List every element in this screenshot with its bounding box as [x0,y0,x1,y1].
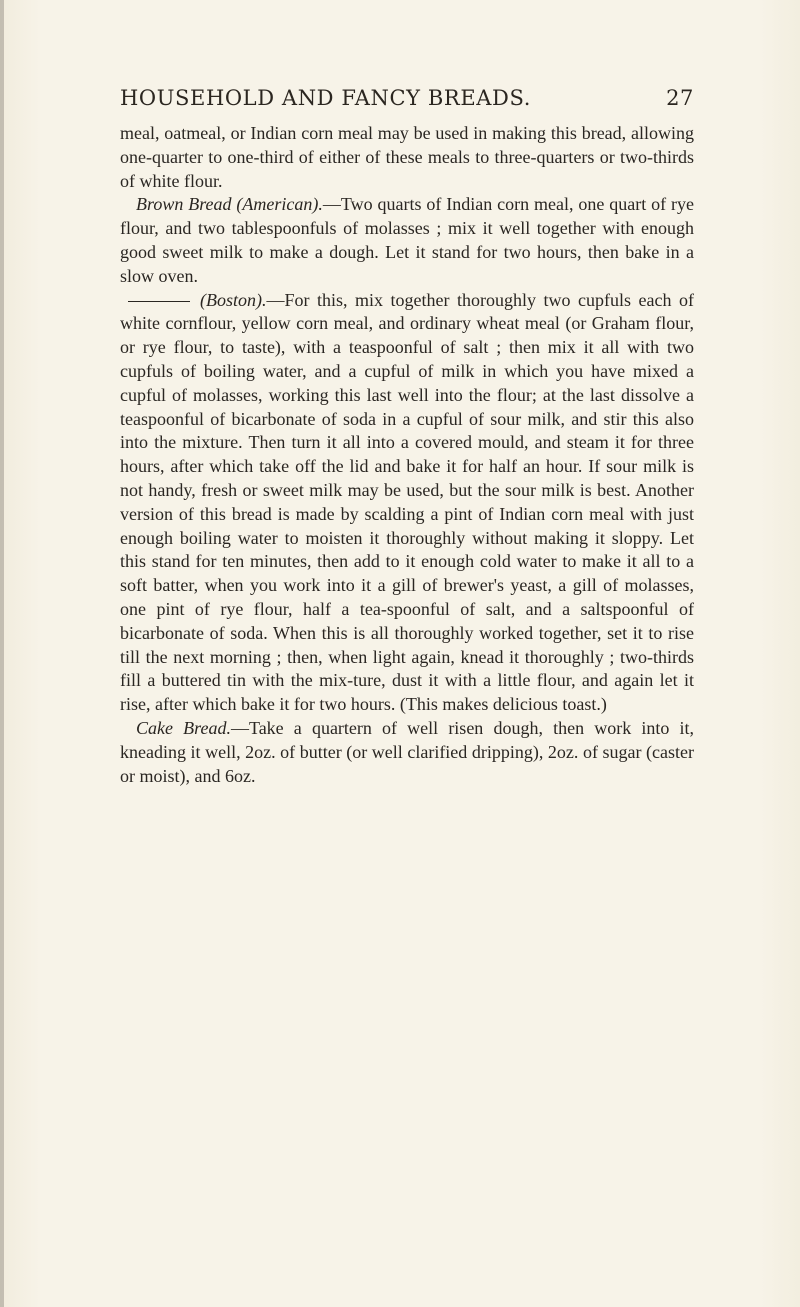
paragraph-continuation [120,122,694,193]
paragraph-text: —Take a quartern of well risen dough, then work into it, kneading it well, 2oz. of butter (or well clarified dripping), 2oz. of sugar (caster or moist), and 6oz. [120,717,694,786]
page-body [120,122,694,788]
paragraph-brown-bread-american [120,193,694,288]
page-number: 27 [666,86,694,110]
page-edge-shadow [0,0,4,1307]
paragraph-boston [120,289,694,717]
paragraph-text: —For this, mix together thoroughly two cupfuls each of white cornflour, yellow corn meal, and ordinary wheat meal (or Graham flour, or rye flour, to taste), with a teaspoonful of salt ; then mix it all with two cupfuls of boiling water, and a cupful of milk in which you have mixed a cupful of molasses, working this last well into the flour; at the last dissolve a teaspoonful of bicarbonate of soda in a cupful of sour milk, and stir this also into the mixture. Then turn it all into a covered mould, and steam it for three hours, after which take off the lid and bake it for half an hour. If sour milk is not handy, fresh or sweet milk may be used, but the sour milk is best. Another version of this bread is made by scalding a pint of Indian corn meal with just enough boiling water to moisten it thoroughly without making it sloppy. Let this stand for ten minutes, then add to it enough cold water to make it all to a soft batter, when you work into it a gill of brewer's yeast, a gill of molasses, one pint of rye flour, half a tea-spoonful of salt, and a saltspoonful of bicarbonate of soda. When this is all thoroughly worked together, set it to rise till the next morning ; then, when light again, knead it thoroughly ; two-thirds fill a buttered tin with the mix-ture, dust it with a little flour, and again let it rise, after which bake it for two hours. (This makes delicious toast.) [120,289,694,715]
recipe-heading: Cake Bread. [136,717,231,738]
paragraph-cake-bread [120,717,694,788]
running-title: HOUSEHOLD AND FANCY BREADS. [120,86,531,110]
running-header [120,86,694,110]
recipe-heading: Brown Bread (American). [136,194,323,215]
ditto-dash [128,301,190,302]
paragraph-text: meal, oatmeal, or Indian corn meal may be used in making this bread, allowing one-quarter to one-third of either of these meals to three-quarters or two-thirds of white flour. [120,123,694,191]
paragraph-text: —Two quarts of Indian corn meal, one quart of rye flour, and two tablespoonfuls of molasses ; mix it well together with enough good sweet milk to make a dough. Let it stand for two hours, then bake in a slow oven. [120,194,694,286]
recipe-heading: (Boston). [200,289,267,310]
